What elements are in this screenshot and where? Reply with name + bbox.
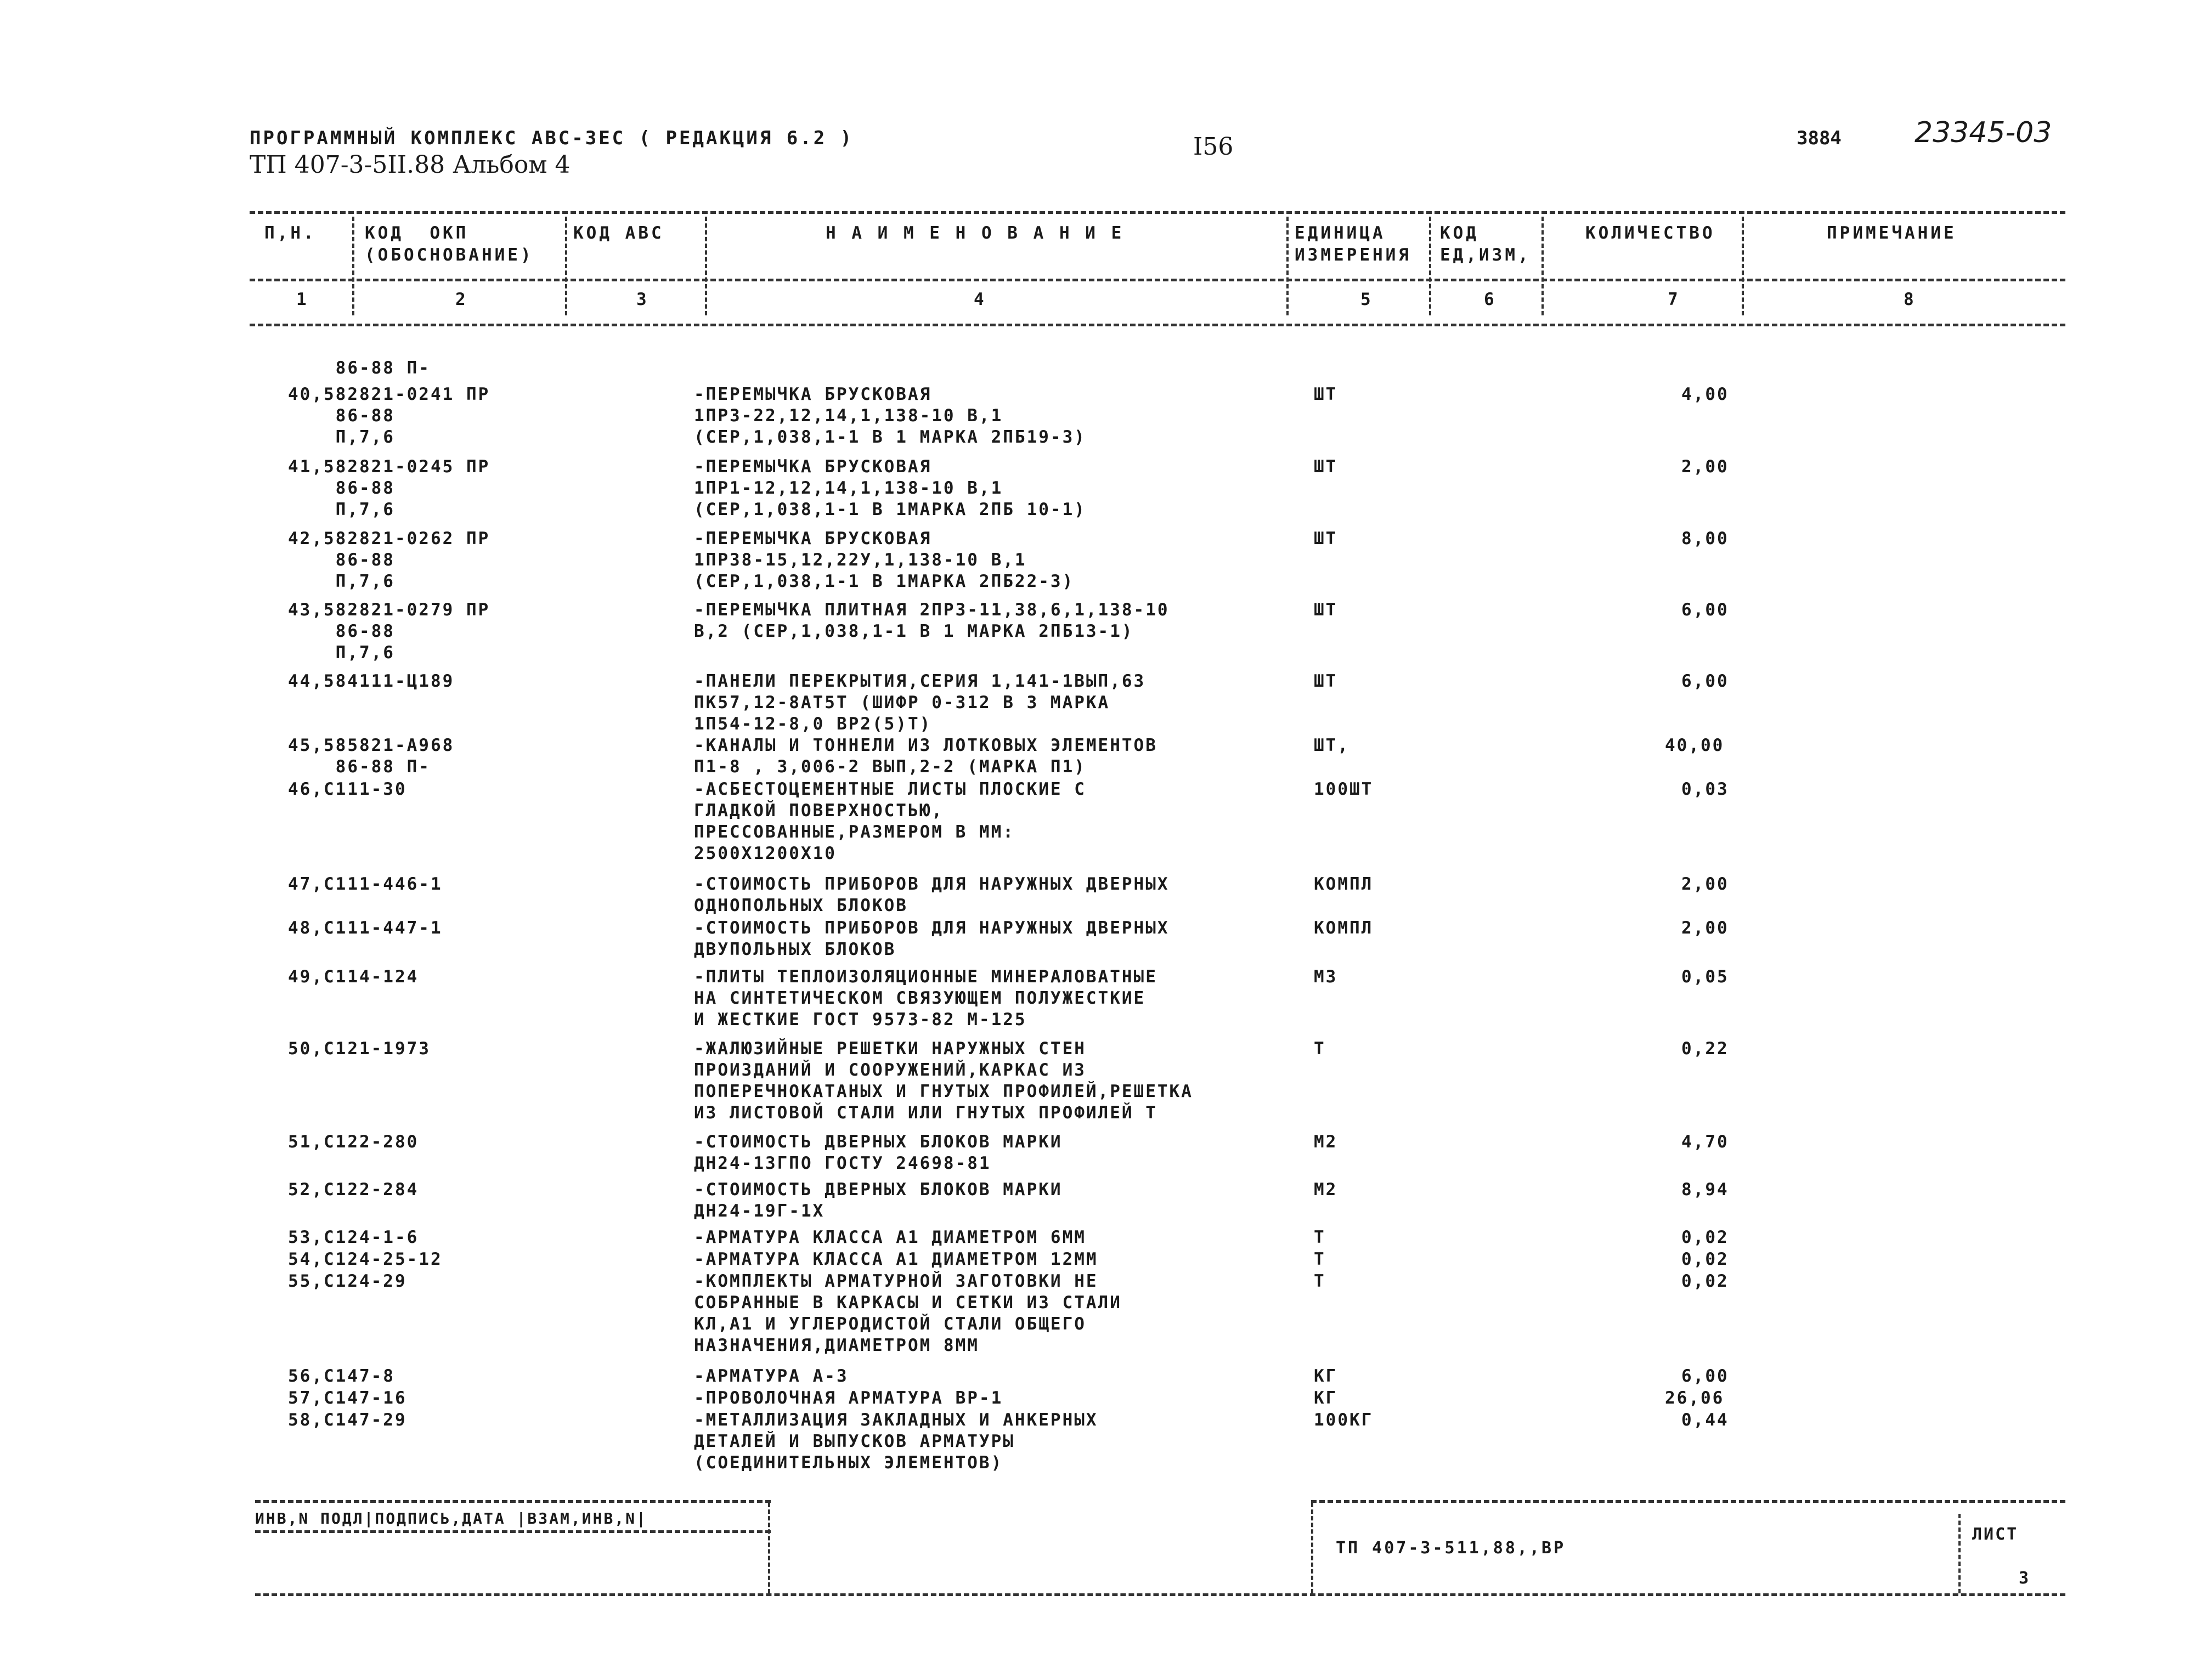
row-name: -СТОИМОСТЬ ПРИБОРОВ ДЛЯ НАРУЖНЫХ ДВЕРНЫХ ОДНОПОЛЬНЫХ БЛОКОВ bbox=[694, 874, 1170, 915]
row-quantity: 2,00 bbox=[1681, 918, 1729, 938]
row-unit: ШТ bbox=[1314, 671, 1338, 691]
header-name: Н А И М Е Н О В А Н И Е bbox=[826, 223, 1125, 243]
row-code: 58,С147-29 bbox=[288, 1410, 407, 1430]
row-quantity: 0,22 bbox=[1681, 1039, 1729, 1059]
row-code: 46,С111-30 bbox=[288, 779, 407, 799]
row-quantity: 6,00 bbox=[1681, 600, 1729, 620]
column-number: 6 bbox=[1484, 290, 1494, 309]
row-unit: Т bbox=[1314, 1271, 1326, 1291]
row-name: -ПАНЕЛИ ПЕРЕКРЫТИЯ,СЕРИЯ 1,141-1ВЫП,63 ПК57,12-8АТ5Т (ШИФР 0-312 В 3 МАРКА 1П54-12-8,0 ВР2(5)Т) bbox=[694, 671, 1146, 734]
row-quantity: 0,05 bbox=[1681, 967, 1729, 987]
row-unit: М2 bbox=[1314, 1132, 1338, 1152]
row-unit: М2 bbox=[1314, 1180, 1338, 1200]
row-name: -ПЛИТЫ ТЕПЛОИЗОЛЯЦИОННЫЕ МИНЕРАЛОВАТНЫЕ НА СИНТЕТИЧЕСКОМ СВЯЗУЮЩЕМ ПОЛУЖЕСТКИЕ И ЖЕСТКИЕ ГОСТ 9573-82 М-125 bbox=[694, 967, 1157, 1030]
row-unit: М3 bbox=[1314, 967, 1338, 987]
document-designation: ТП 407-3-511,88,,ВР bbox=[1336, 1538, 1566, 1558]
column-number: 8 bbox=[1904, 290, 1914, 309]
row-unit: ШТ bbox=[1314, 600, 1338, 620]
row-name: -КАНАЛЫ И ТОННЕЛИ ИЗ ЛОТКОВЫХ ЭЛЕМЕНТОВ П1-8 , 3,006-2 ВЫП,2-2 (МАРКА П1) bbox=[694, 736, 1157, 777]
row-quantity: 0,02 bbox=[1681, 1228, 1729, 1247]
row-quantity: 8,00 bbox=[1681, 529, 1729, 548]
row-unit: Т bbox=[1314, 1039, 1326, 1059]
row-code: 55,С124-29 bbox=[288, 1271, 407, 1291]
row-name: -ПЕРЕМЫЧКА ПЛИТНАЯ 2ПР3-11,38,6,1,138-10 В,2 (СЕР,1,038,1-1 В 1 МАРКА 2ПБ13-1) bbox=[694, 600, 1170, 641]
row-quantity: 2,00 bbox=[1681, 457, 1729, 477]
row-name: -АСБЕСТОЦЕМЕНТНЫЕ ЛИСТЫ ПЛОСКИЕ С ГЛАДКОЙ ПОВЕРХНОСТЬЮ, ПРЕССОВАННЫЕ,РАЗМЕРОМ В ММ: 2500Х1200Х10 bbox=[694, 779, 1086, 863]
row-name: -АРМАТУРА А-3 bbox=[694, 1366, 849, 1386]
stamp-labels: ИНВ,N ПОДЛ|ПОДПИСЬ,ДАТА |ВЗАМ,ИНВ,N| bbox=[255, 1509, 647, 1528]
column-number: 7 bbox=[1668, 290, 1678, 309]
row-name: -СТОИМОСТЬ ДВЕРНЫХ БЛОКОВ МАРКИ ДН24-13ГПО ГОСТУ 24698-81 bbox=[694, 1132, 1063, 1173]
row-quantity: 6,00 bbox=[1681, 671, 1729, 691]
row-code: 53,С124-1-6 bbox=[288, 1228, 419, 1247]
column-number: 4 bbox=[974, 290, 984, 309]
row-unit: Т bbox=[1314, 1228, 1326, 1247]
row-name: -АРМАТУРА КЛАССА А1 ДИАМЕТРОМ 12ММ bbox=[694, 1249, 1098, 1269]
header-avs-code: КОД АВС bbox=[573, 223, 664, 243]
stamp-mid-rule bbox=[255, 1530, 771, 1533]
document-code: 3884 bbox=[1797, 127, 1842, 149]
col-divider bbox=[705, 217, 707, 315]
row-code: 42,582821-0262 ПР 86-88 П,7,6 bbox=[288, 529, 490, 591]
row-quantity: 4,70 bbox=[1681, 1132, 1729, 1152]
row-quantity: 6,00 bbox=[1681, 1366, 1729, 1386]
column-number: 1 bbox=[296, 290, 307, 309]
titleblock-top-rule bbox=[1311, 1500, 2065, 1503]
row-code: 45,585821-А968 86-88 П- bbox=[288, 736, 455, 777]
row-code: 52,С122-284 bbox=[288, 1180, 419, 1200]
header-unit: ЕДИНИЦА ИЗМЕРЕНИЯ bbox=[1295, 223, 1411, 265]
row-code: 49,С114-124 bbox=[288, 967, 419, 987]
row-name: -ПЕРЕМЫЧКА БРУСКОВАЯ 1ПР38-15,12,22У,1,138-10 В,1 (СЕР,1,038,1-1 В 1МАРКА 2ПБ22-3) bbox=[694, 529, 1075, 591]
row-unit: Т bbox=[1314, 1249, 1326, 1269]
handwritten-number: 23345-03 bbox=[1915, 116, 2052, 149]
row-unit: ШТ bbox=[1314, 384, 1338, 404]
row-code: 56,С147-8 bbox=[288, 1366, 395, 1386]
header-okp-code: КОД ОКП (ОБОСНОВАНИЕ) bbox=[365, 223, 534, 265]
project-title: ТП 407-3-5II.88 Альбом 4 bbox=[250, 151, 571, 179]
row-code: 44,584111-Ц189 bbox=[288, 671, 455, 691]
column-number: 3 bbox=[636, 290, 647, 309]
column-number: 5 bbox=[1360, 290, 1371, 309]
row-quantity: 2,00 bbox=[1681, 874, 1729, 894]
row-quantity: 40,00 bbox=[1665, 736, 1725, 755]
row-name: -ПРОВОЛОЧНАЯ АРМАТУРА ВР-1 bbox=[694, 1388, 1003, 1408]
row-unit: ШТ, bbox=[1314, 736, 1349, 755]
row-unit: ШТ bbox=[1314, 529, 1338, 548]
page-bottom-rule bbox=[255, 1593, 2065, 1596]
row-code: 47,С111-446-1 bbox=[288, 874, 443, 894]
row-quantity: 0,02 bbox=[1681, 1271, 1729, 1291]
sheet-label: ЛИСТ bbox=[1972, 1525, 2019, 1544]
row-name: -КОМПЛЕКТЫ АРМАТУРНОЙ ЗАГОТОВКИ НЕ СОБРАННЫЕ В КАРКАСЫ И СЕТКИ ИЗ СТАЛИ КЛ,А1 И УГЛЕРОДИСТОЙ СТАЛИ ОБЩЕГО НАЗНАЧЕНИЯ,ДИАМЕТРОМ 8ММ bbox=[694, 1271, 1122, 1355]
program-title: ПРОГРАММНЫЙ КОМПЛЕКС АВС-ЗЕС ( РЕДАКЦИЯ 6.2 ) bbox=[250, 127, 854, 149]
row-code: 57,С147-16 bbox=[288, 1388, 407, 1408]
header-note: ПРИМЕЧАНИЕ bbox=[1827, 223, 1957, 243]
table-top-rule bbox=[250, 211, 2065, 214]
row-code: 40,582821-0241 ПР 86-88 П,7,6 bbox=[288, 384, 490, 447]
col-divider bbox=[352, 217, 354, 315]
row-code: 51,С122-280 bbox=[288, 1132, 419, 1152]
row-unit: 100КГ bbox=[1314, 1410, 1374, 1430]
row-unit: ШТ bbox=[1314, 457, 1338, 477]
row-code: 50,С121-1973 bbox=[288, 1039, 431, 1059]
col-divider bbox=[1429, 217, 1431, 315]
row-code: 48,С111-447-1 bbox=[288, 918, 443, 938]
row-quantity: 26,06 bbox=[1665, 1388, 1725, 1408]
col-divider bbox=[565, 217, 567, 315]
row-unit: КОМПЛ bbox=[1314, 874, 1374, 894]
column-number: 2 bbox=[455, 290, 466, 309]
stamp-divider bbox=[768, 1503, 770, 1593]
row-quantity: 0,03 bbox=[1681, 779, 1729, 799]
stamp-top-rule bbox=[255, 1500, 771, 1503]
row-quantity: 0,44 bbox=[1681, 1410, 1729, 1430]
sheet-box-divider bbox=[1958, 1514, 1961, 1593]
row-name: -СТОИМОСТЬ ПРИБОРОВ ДЛЯ НАРУЖНЫХ ДВЕРНЫХ ДВУПОЛЬНЫХ БЛОКОВ bbox=[694, 918, 1170, 959]
col-divider bbox=[1541, 217, 1544, 315]
header-unit-code: КОД ЕД,ИЗМ, bbox=[1440, 223, 1531, 265]
row-name: -СТОИМОСТЬ ДВЕРНЫХ БЛОКОВ МАРКИ ДН24-19Г-1Х bbox=[694, 1180, 1063, 1221]
header-quantity: КОЛИЧЕСТВО bbox=[1585, 223, 1715, 243]
row-code: 43,582821-0279 ПР 86-88 П,7,6 bbox=[288, 600, 490, 663]
col-divider bbox=[1286, 217, 1289, 315]
row-unit: КГ bbox=[1314, 1366, 1338, 1386]
sheet-number: 3 bbox=[2019, 1569, 2029, 1588]
row-quantity: 8,94 bbox=[1681, 1180, 1729, 1200]
row-name: -МЕТАЛЛИЗАЦИЯ ЗАКЛАДНЫХ И АНКЕРНЫХ ДЕТАЛЕЙ И ВЫПУСКОВ АРМАТУРЫ (СОЕДИНИТЕЛЬНЫХ ЭЛЕМЕНТОВ) bbox=[694, 1410, 1098, 1473]
row-code: 86-88 П- bbox=[288, 358, 431, 378]
row-unit: 100ШТ bbox=[1314, 779, 1374, 799]
row-unit: КГ bbox=[1314, 1388, 1338, 1408]
titleblock-divider bbox=[1311, 1503, 1313, 1593]
row-code: 54,С124-25-12 bbox=[288, 1249, 443, 1269]
row-name: -ПЕРЕМЫЧКА БРУСКОВАЯ 1ПР3-22,12,14,1,138-10 В,1 (СЕР,1,038,1-1 В 1 МАРКА 2ПБ19-3) bbox=[694, 384, 1086, 447]
row-unit: КОМПЛ bbox=[1314, 918, 1374, 938]
row-name: -АРМАТУРА КЛАССА А1 ДИАМЕТРОМ 6ММ bbox=[694, 1228, 1086, 1247]
header-bottom-rule bbox=[250, 279, 2065, 281]
row-quantity: 4,00 bbox=[1681, 384, 1729, 404]
row-code: 41,582821-0245 ПР 86-88 П,7,6 bbox=[288, 457, 490, 519]
colnum-bottom-rule bbox=[250, 324, 2065, 326]
row-name: -ЖАЛЮЗИЙНЫЕ РЕШЕТКИ НАРУЖНЫХ СТЕН ПРОИЗДАНИЙ И СООРУЖЕНИЙ,КАРКАС ИЗ ПОПЕРЕЧНОКАТАНЫХ И ГНУТЫХ ПРОФИЛЕЙ,РЕШЕТКА ИЗ ЛИСТОВОЙ СТАЛИ ИЛИ ГНУТЫХ ПРОФИЛЕЙ Т bbox=[694, 1039, 1193, 1123]
header-pn: П,Н. bbox=[264, 223, 317, 243]
row-quantity: 0,02 bbox=[1681, 1249, 1729, 1269]
col-divider bbox=[1742, 217, 1744, 315]
row-name: -ПЕРЕМЫЧКА БРУСКОВАЯ 1ПР1-12,12,14,1,138-10 В,1 (СЕР,1,038,1-1 В 1МАРКА 2ПБ 10-1) bbox=[694, 457, 1086, 519]
page-number: I56 bbox=[1193, 133, 1234, 161]
